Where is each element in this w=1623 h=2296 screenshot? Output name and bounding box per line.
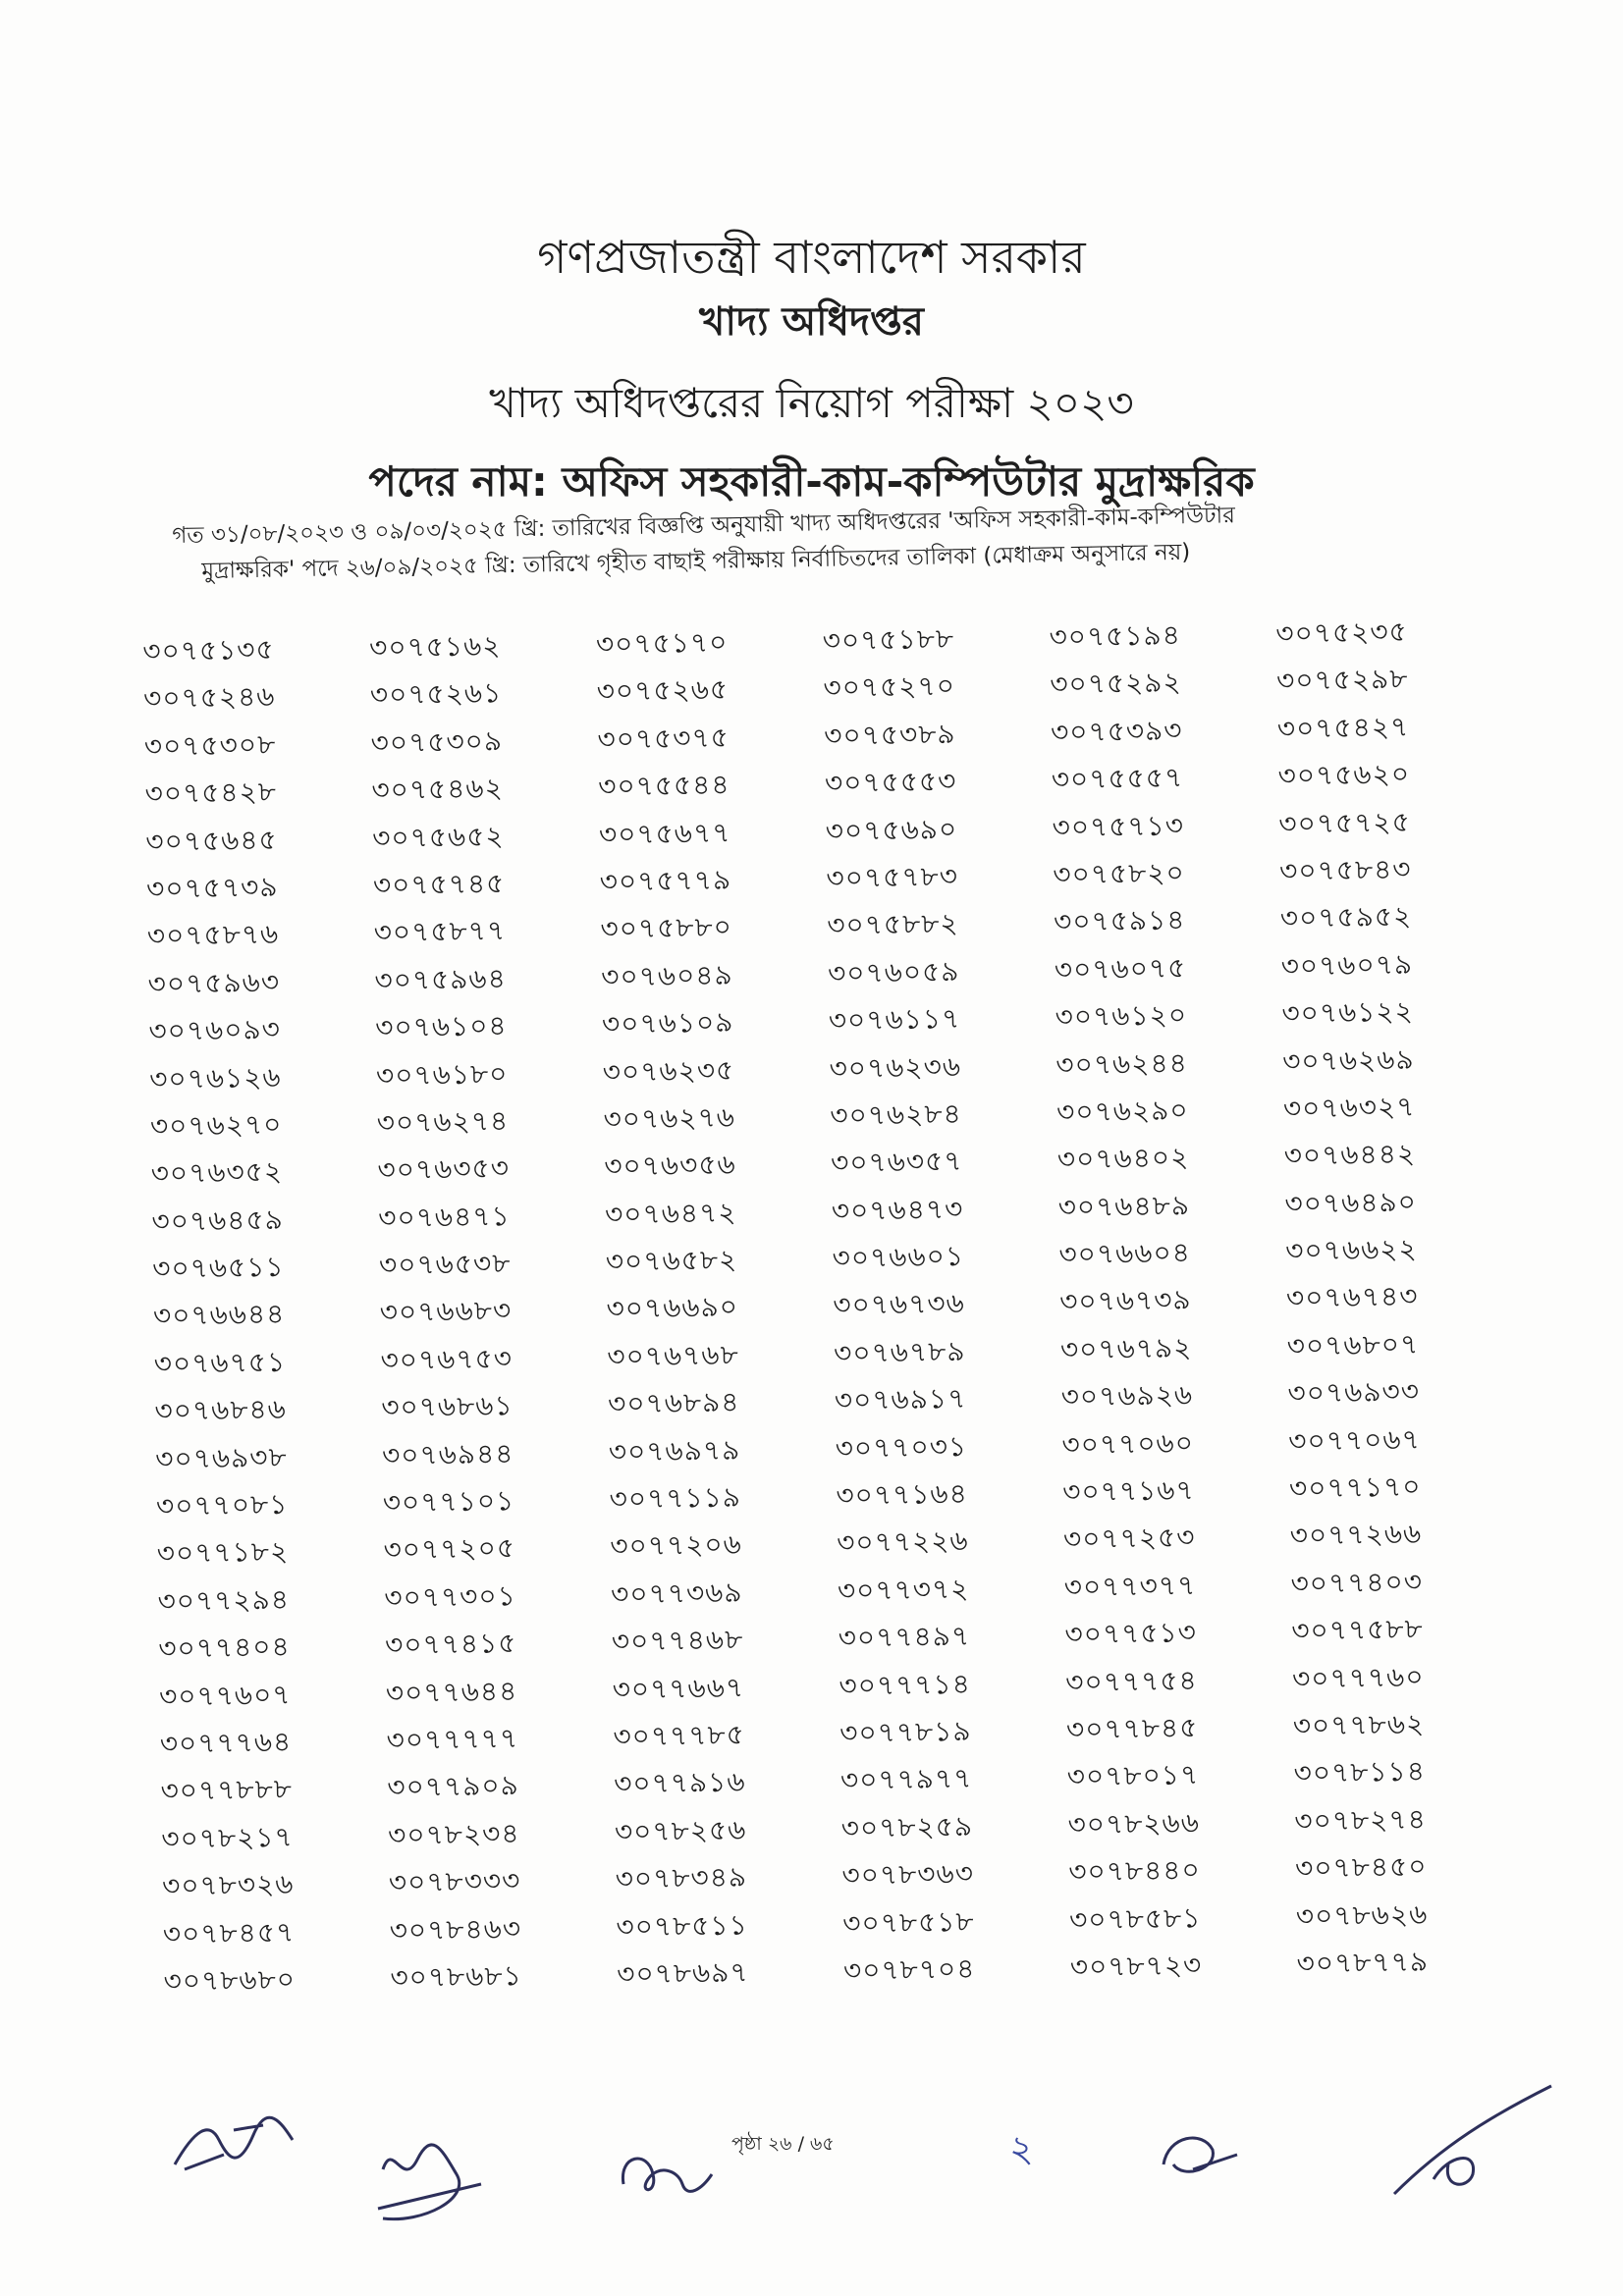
roll-number-cell: ৩০৭৭৭৬০: [1291, 1660, 1425, 1695]
roll-number-cell: ৩০৭৭৭৭৭: [386, 1722, 519, 1757]
roll-number-cell: ৩০৭৬৯৩৮: [155, 1440, 288, 1475]
roll-number-cell: ৩০৭৭৭৬৪: [159, 1725, 293, 1760]
roll-number-cell: ৩০৭৬২৯০: [1055, 1094, 1189, 1129]
roll-number-cell: ৩০৭৬০৭৫: [1054, 951, 1187, 987]
roll-number-cell: ৩০৭৬৯১৭: [834, 1382, 967, 1417]
roll-number-cell: ৩০৭৫২৪৬: [142, 680, 276, 716]
roll-number-cell: ৩০৭৬১০৯: [601, 1005, 734, 1041]
roll-number-cell: ৩০৭৬২৩৫: [602, 1053, 735, 1089]
roll-number-cell: ৩০৭৮৬২৬: [1295, 1897, 1429, 1933]
roll-number-cell: ৩০৭৬২৬৯: [1281, 1042, 1415, 1078]
roll-number-cell: ৩০৭৮৪৫৭: [162, 1915, 296, 1950]
roll-number-cell: ৩০৭৬৩৫৬: [604, 1148, 736, 1183]
post-name-title: পদের নাম: অফিস সহকারী-কাম-কম্পিউটার মুদ্রাক্ষরিক: [368, 457, 1255, 506]
roll-number-cell: ৩০৭৬৮৪৬: [154, 1393, 288, 1428]
roll-number-cell: ৩০৭৫৮৮০: [600, 910, 733, 946]
roll-number-cell: ৩০৭৮৬৮০: [163, 1962, 297, 1998]
roll-number-cell: ৩০৭৮৩৩৩: [388, 1864, 521, 1899]
roll-number-cell: ৩০৭৬১১৭: [828, 1002, 961, 1038]
roll-number-cell: ৩০৭৬২৭০: [149, 1107, 283, 1143]
roll-number-cell: ৩০৭৭৪১৫: [384, 1627, 517, 1662]
roll-number-cell: ৩০৭৭০৬০: [1061, 1425, 1195, 1462]
roll-number-cell: ৩০৭৮৪৬৩: [389, 1911, 522, 1947]
roll-number-cell: ৩০৭৭১৬৭: [1061, 1473, 1195, 1509]
roll-number-cell: ৩০৭৫৩৮৯: [823, 717, 956, 752]
roll-number-cell: ৩০৭৬৬০১: [832, 1240, 965, 1275]
roll-number-cell: ৩০৭৮৬৯৭: [616, 1955, 749, 1991]
roll-number-cell: ৩০৭৭৪০৩: [1290, 1565, 1424, 1600]
roll-number-cell: ৩০৭৭৭৮৫: [613, 1718, 746, 1753]
roll-number-table: [142, 609, 1524, 2007]
roll-number-cell: ৩০৭৭২০৬: [610, 1527, 743, 1564]
roll-number-cell: ৩০৭৫১৯৪: [1049, 618, 1182, 654]
roll-number-cell: ৩০৭৬৯২৬: [1060, 1378, 1194, 1414]
roll-number-cell: ৩০৭৫৬৭৭: [598, 816, 731, 851]
roll-number-cell: ৩০৭৬০৯৩: [148, 1012, 282, 1048]
roll-number-cell: ৩০৭৫৬২০: [1277, 757, 1411, 793]
roll-number-cell: ৩০৭৭২৫৩: [1062, 1521, 1196, 1556]
roll-number-cell: ৩০৭৬০৫৯: [827, 954, 960, 989]
roll-number-cell: ৩০৭৮১১৪: [1293, 1754, 1427, 1790]
roll-number-cell: ৩০৭৫৮২০: [1053, 856, 1185, 891]
roll-number-cell: ৩০৭৬৪০২: [1056, 1141, 1190, 1176]
roll-number-cell: ৩০৭৬৭৬৮: [607, 1338, 739, 1373]
roll-number-cell: ৩০৭৬৫৩৮: [378, 1247, 512, 1282]
roll-number-cell: ৩০৭৬৪৮৯: [1057, 1189, 1191, 1224]
roll-number-cell: ৩০৭৮২১৭: [161, 1820, 294, 1855]
roll-number-cell: ৩০৭৬৫৮২: [605, 1243, 738, 1278]
roll-number-cell: ৩০৭৮৭০৪: [842, 1951, 976, 1987]
roll-number-cell: ৩০৭৭৫৮৮: [1291, 1612, 1424, 1647]
roll-number-cell: ৩০৭৬৯৩৩: [1287, 1374, 1421, 1411]
page-label: পৃষ্ঠা ২৬ / ৬৫: [731, 2133, 835, 2155]
roll-number-cell: ৩০৭৫১৩৫: [142, 632, 275, 667]
roll-number-cell: ৩০৭৬২৩৬: [829, 1049, 962, 1085]
roll-number-cell: ৩০৭৫৭৮৩: [826, 859, 959, 895]
roll-number-cell: ৩০৭৫৮৮২: [827, 907, 959, 942]
roll-number-cell: ৩০৭৫৩০৮: [143, 727, 277, 763]
roll-number-cell: ৩০৭৬৮৬১: [381, 1389, 514, 1424]
roll-number-cell: ৩০৭৬৬২২: [1284, 1232, 1418, 1267]
roll-number-cell: ৩০৭৭৮৮৮: [160, 1773, 294, 1808]
roll-number-cell: ৩০৭৫৯১৪: [1053, 903, 1186, 938]
roll-number-cell: ৩০৭৮৬৮১: [390, 1959, 523, 1995]
roll-number-cell: ৩০৭৮৫১৮: [841, 1904, 975, 1940]
roll-number-cell: ৩০৭৫৩৯৩: [1050, 714, 1183, 749]
signature-3: [609, 2135, 727, 2214]
roll-number-cell: ৩০৭৫৩৭৫: [597, 721, 730, 756]
roll-number-cell: ৩০৭৫৮৭৭: [373, 914, 507, 949]
roll-number-cell: ৩০৭৮২৬৬: [1067, 1806, 1201, 1842]
roll-number-cell: ৩০৭৫৯৬৪: [374, 961, 508, 997]
roll-number-cell: ৩০৭৫২৬৫: [596, 673, 730, 709]
roll-number-cell: ৩০৭৫৫৫৩: [824, 765, 957, 800]
roll-number-cell: ৩০৭৮২৭৪: [1294, 1802, 1427, 1838]
roll-number-cell: ৩০৭৫৯৬৩: [147, 965, 281, 1000]
roll-number-cell: ৩০৭৮৭২৩: [1069, 1949, 1203, 1984]
roll-number-cell: ৩০৭৬২৭৪: [376, 1104, 510, 1140]
roll-number-cell: ৩০৭৬৩৫২: [150, 1155, 284, 1191]
roll-number-cell: ৩০৭৫৭৩৯: [145, 870, 279, 905]
roll-number-cell: ৩০৭৬৭৫৩: [380, 1342, 514, 1377]
roll-number-cell: ৩০৭৭৫১৩: [1064, 1616, 1198, 1651]
roll-number-cell: ৩০৭৭২৯৪: [157, 1582, 291, 1618]
roll-number-cell: ৩০৭৭২০৫: [383, 1531, 516, 1567]
roll-number-cell: ৩০৭৭৭৫৪: [1065, 1663, 1198, 1698]
roll-number-cell: ৩০৭৬৬০৪: [1058, 1236, 1192, 1271]
roll-number-cell: ৩০৭৫৬৪৫: [145, 823, 278, 858]
roll-number-cell: ৩০৭৬৭৫১: [153, 1345, 287, 1380]
notice-line-2: মুদ্রাক্ষরিক' পদে ২৬/০৯/২০২৫ খ্রি: তারিখে গৃহীত বাছাই পরীক্ষায় নির্বাচিতদের তালিকা (মেধাক্রম অনুসারে নয়): [201, 539, 1191, 584]
roll-number-cell: ৩০৭৮২৫৯: [840, 1809, 974, 1844]
roll-number-cell: ৩০৭৮৭৭৯: [1296, 1945, 1430, 1980]
roll-number-cell: ৩০৭৫১৬২: [368, 629, 502, 665]
roll-number-cell: ৩০৭৮৪৫০: [1294, 1849, 1428, 1885]
roll-number-cell: ৩০৭৭৩৬৯: [610, 1575, 743, 1611]
roll-number-cell: ৩০৭৫৯৫২: [1279, 900, 1413, 935]
roll-number-cell: ৩০৭৭৪০৪: [158, 1629, 291, 1666]
roll-number-cell: ৩০৭৬৯৪৪: [381, 1436, 514, 1471]
roll-number-cell: ৩০৭৬৬৮৩: [379, 1294, 513, 1329]
signature-5: [1375, 2066, 1571, 2214]
roll-number-cell: ৩০৭৭৪৯৭: [838, 1620, 971, 1655]
roll-number-cell: ৩০৭৭৮৬২: [1292, 1707, 1426, 1742]
signature-2: [363, 2130, 501, 2238]
roll-number-cell: ৩০৭৫২৩৫: [1275, 614, 1408, 650]
roll-number-cell: ৩০৭৭১০১: [382, 1484, 515, 1520]
roll-number-cell: ৩০৭৬৭৯২: [1059, 1331, 1193, 1366]
roll-number-cell: ৩০৭৫২৯২: [1050, 666, 1182, 701]
roll-number-cell: ৩০৭৭১৮২: [156, 1535, 290, 1571]
roll-number-cell: ৩০৭৭০৮১: [155, 1487, 289, 1522]
government-heading: গণপ্রজাতন্ত্রী বাংলাদেশ সরকার: [537, 231, 1086, 284]
roll-number-cell: ৩০৭৬৪৭২: [604, 1196, 737, 1231]
roll-number-cell: ৩০৭৭২৬৬: [1289, 1518, 1423, 1553]
roll-number-cell: ৩০৭৬১০৪: [374, 1009, 508, 1044]
roll-number-cell: ৩০৭৫৭৪৫: [372, 867, 506, 902]
roll-number-cell: ৩০৭৬৭৩৬: [833, 1287, 966, 1322]
roll-number-cell: ৩০৭৬৪৯০: [1284, 1185, 1418, 1220]
roll-number-cell: ৩০৭৬৯৭৯: [608, 1433, 741, 1468]
roll-number-cell: ৩০৭৫৩০৯: [370, 724, 504, 760]
roll-number-cell: ৩০৭৬৭৪৩: [1285, 1280, 1419, 1315]
roll-number-cell: ৩০৭৫৫৫৭: [1051, 761, 1184, 796]
roll-number-cell: ৩০৭৫১৮৮: [822, 622, 955, 658]
roll-number-cell: ৩০৭৮২৫৬: [614, 1813, 747, 1848]
roll-number-cell: ৩০৭৬০৭৯: [1280, 947, 1414, 983]
roll-number-cell: ৩০৭৬৮৯৪: [607, 1385, 740, 1420]
roll-number-cell: ৩০৭৭২২৬: [836, 1524, 969, 1560]
roll-number-cell: ৩০৭৬৩৫৭: [830, 1145, 963, 1180]
roll-number-cell: ৩০৭৮৫১১: [616, 1908, 748, 1944]
roll-number-cell: ৩০৭৫৮৪৩: [1278, 852, 1412, 887]
roll-number-cell: ৩০৭৬৪৭১: [377, 1199, 511, 1234]
roll-number-cell: ৩০৭৮২৩৪: [387, 1816, 520, 1851]
roll-number-cell: ৩০৭৭৬৬৭: [612, 1671, 745, 1706]
notice-line-1: গত ৩১/০৮/২০২৩ ও ০৯/০৩/২০২৫ খ্রি: তারিখের বিজ্ঞপ্তি অনুযায়ী খাদ্য অধিদপ্তরের 'অফিস সহকারী-কাম-কম্পিউটার: [172, 503, 1236, 549]
roll-number-cell: ৩০৭৬৬৯০: [606, 1291, 739, 1326]
roll-number-cell: ৩০৭৭০৩১: [835, 1429, 968, 1465]
roll-number-cell: ৩০৭৬৭৮৯: [833, 1334, 966, 1369]
roll-number-cell: ৩০৭৬৫১১: [151, 1250, 285, 1285]
signature-1: [165, 2110, 312, 2189]
roll-number-cell: ৩০৭৬০৪৯: [600, 958, 733, 993]
roll-number-cell: ৩০৭৬২৮৪: [830, 1096, 962, 1132]
roll-number-cell: ৩০৭৬৪৪২: [1283, 1137, 1417, 1173]
roll-number-cell: ৩০৭৭৩৭৭: [1063, 1569, 1197, 1604]
roll-number-cell: ৩০৭৫২৯৮: [1275, 663, 1409, 698]
roll-number-cell: ৩০৭৫৪৬২: [371, 772, 505, 807]
roll-number-cell: ৩০৭৭৬৪৪: [385, 1674, 518, 1709]
roll-number-cell: ৩০৭৫১৭০: [595, 625, 729, 661]
roll-number-cell: ৩০৭৭৩০১: [384, 1578, 516, 1615]
roll-number-cell: ৩০৭৮৩২৬: [161, 1867, 295, 1902]
roll-number-cell: ৩০৭৫৭১৩: [1052, 808, 1185, 844]
signature-4: [1144, 2120, 1252, 2199]
roll-number-cell: ৩০৭৬৩৫৩: [377, 1151, 511, 1187]
roll-number-cell: ৩০৭৬৩২৭: [1282, 1090, 1416, 1125]
roll-number-cell: ৩০৭৭৮১৯: [839, 1714, 972, 1749]
roll-number-cell: ৩০৭৮০১৭: [1066, 1758, 1200, 1793]
roll-number-cell: ৩০৭৭৯১৬: [613, 1765, 746, 1800]
roll-number-cell: ৩০৭৭১১৯: [609, 1480, 742, 1516]
roll-number-cell: ৩০৭৫৫৪৪: [597, 768, 730, 803]
roll-number-cell: ৩০৭৭১৬৪: [836, 1476, 969, 1513]
roll-number-cell: ৩০৭৫৬৫২: [371, 819, 505, 854]
roll-number-cell: ৩০৭৬৪৫৯: [151, 1202, 285, 1238]
roll-number-cell: ৩০৭৬৭৩৯: [1058, 1283, 1192, 1318]
roll-number-cell: ৩০৭৭৩৭২: [837, 1572, 970, 1607]
roll-number-cell: ৩০৭৫৪২৭: [1276, 710, 1410, 745]
roll-number-cell: ৩০৭৬১২০: [1055, 998, 1188, 1034]
roll-number-cell: ৩০৭৭৬০৭: [158, 1678, 292, 1713]
roll-number-cell: ৩০৭৭৪৬৮: [611, 1623, 744, 1658]
roll-number-cell: ৩০৭৫৬৯০: [825, 812, 958, 847]
roll-number-cell: ৩০৭৬১৮০: [375, 1056, 509, 1092]
roll-number-cell: ৩০৭৫৮৭৬: [146, 918, 280, 953]
roll-number-cell: ৩০৭৫২৭০: [823, 669, 956, 705]
exam-title: খাদ্য অধিদপ্তরের নিয়োগ পরীক্ষা ২০২৩: [489, 379, 1134, 427]
roll-number-cell: ৩০৭৮৫৮১: [1068, 1900, 1202, 1936]
roll-number-cell: ৩০৭৭০৬৭: [1288, 1422, 1421, 1458]
roll-number-cell: ৩০৭৭১৭০: [1288, 1469, 1422, 1505]
roll-number-cell: ৩০৭৬৮০৭: [1286, 1327, 1420, 1362]
roll-number-cell: ৩০৭৭৯৭৭: [839, 1762, 973, 1797]
roll-number-cell: ৩০৭৮৪৪০: [1068, 1853, 1201, 1889]
roll-number-cell: ৩০৭৫৪২৮: [144, 775, 278, 811]
department-heading: খাদ্য অধিদপ্তর: [699, 299, 924, 345]
page-number: ২: [1009, 2127, 1034, 2170]
roll-number-cell: ৩০৭৫৭২৫: [1278, 805, 1412, 840]
roll-number-cell: ৩০৭৮৩৬৩: [841, 1857, 975, 1893]
roll-number-cell: ৩০৭৮৩৪৯: [615, 1860, 748, 1896]
roll-number-cell: ৩০৭৬২৪৪: [1055, 1045, 1189, 1081]
roll-number-cell: ৩০৭৬৬৪৪: [152, 1298, 286, 1333]
roll-number-cell: ৩০৭৬৪৭৩: [831, 1192, 964, 1227]
roll-number-cell: ৩০৭৬২৭৬: [603, 1100, 736, 1136]
roll-number-cell: ৩০৭৬১২২: [1281, 994, 1415, 1030]
roll-number-cell: ৩০৭৭৮৪৫: [1065, 1711, 1199, 1746]
roll-number-cell: ৩০৭৬১২৬: [148, 1060, 282, 1095]
roll-number-cell: ৩০৭৫৭৭৯: [599, 863, 732, 898]
roll-number-cell: ৩০৭৫২৬১: [369, 676, 503, 712]
roll-number-cell: ৩০৭৭৯০৯: [387, 1769, 519, 1804]
roll-number-cell: ৩০৭৭৭১৪: [839, 1667, 972, 1702]
